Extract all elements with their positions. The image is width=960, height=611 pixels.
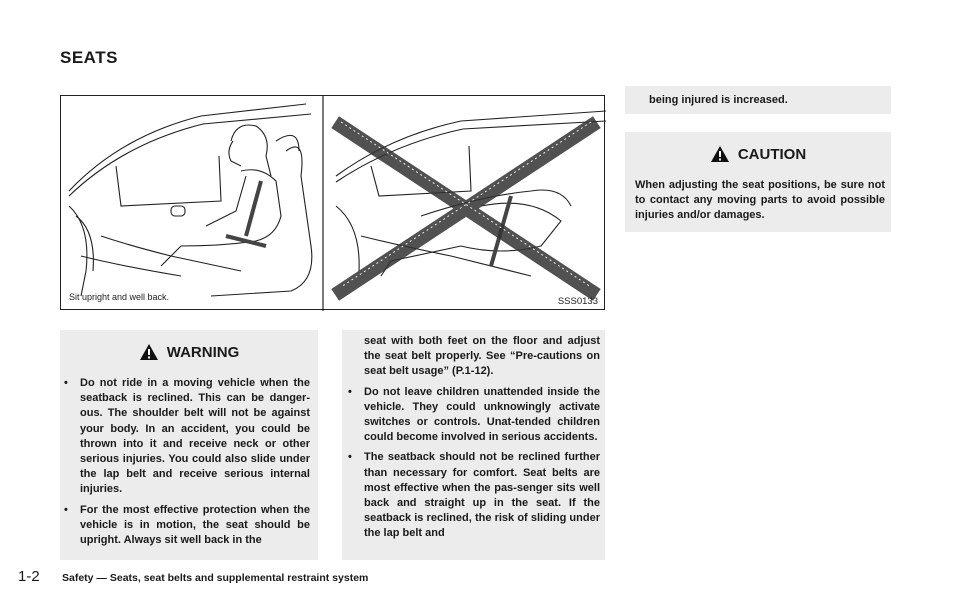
caution-heading-text: CAUTION — [737, 145, 807, 163]
footer-chapter-title: Safety — Seats, seat belts and supplemental restraint system — [62, 572, 369, 584]
figure-caption: Sit upright and well back. — [69, 292, 170, 302]
warning-bullet-3: • Do not leave children unattended inside the vehicle. They could unknowingly activate switches or controls. Unat-tended children could become involved in serious accidents. — [346, 385, 600, 446]
warning-box-continued-2 — [625, 86, 891, 114]
section-title: SEATS — [60, 48, 118, 67]
warning-bullet-4-continued: being injured is increased. — [649, 94, 788, 106]
caution-box — [625, 132, 891, 232]
warning-bullet-1: • Do not ride in a moving vehicle when the seatback is reclined. This can be danger-ous. The shoulder belt will not be against your body. In an accident, you could be thrown into it and receive neck or other serious injuries. You could also slide under the lap belt and receive serious internal injuries. — [62, 376, 310, 498]
seat-posture-illustration — [60, 95, 605, 310]
figure-code: SSS0133 — [557, 296, 598, 307]
warning-triangle-icon — [139, 343, 159, 361]
caution-triangle-icon — [710, 145, 730, 163]
warning-bullet-2-continued: seat with both feet on the floor and adjust the seat belt properly. See “Pre-cautions on seat belt usage” (P.1-12). — [364, 335, 600, 378]
page-number: 1-2 — [18, 568, 40, 585]
caution-text: When adjusting the seat positions, be sure not to contact any moving parts to avoid possible injuries and/or damages. — [635, 179, 885, 222]
warning-box-continued — [342, 330, 605, 560]
warning-heading — [60, 330, 318, 374]
caution-heading — [625, 132, 891, 176]
warning-bullet-4: • The seatback should not be reclined further than necessary for comfort. Seat belts are most effective when the pas-senger sits well back and straight up in the seat. If the seatback is reclined, the risk of sliding under the lap belt and — [346, 450, 600, 541]
warning-bullet-2: • For the most effective protection when the vehicle is in motion, the seat should be upright. Always sit well back in the — [62, 503, 310, 549]
warning-box — [60, 330, 318, 560]
warning-heading-text: WARNING — [166, 343, 240, 361]
illustration-drawing — [61, 96, 606, 311]
